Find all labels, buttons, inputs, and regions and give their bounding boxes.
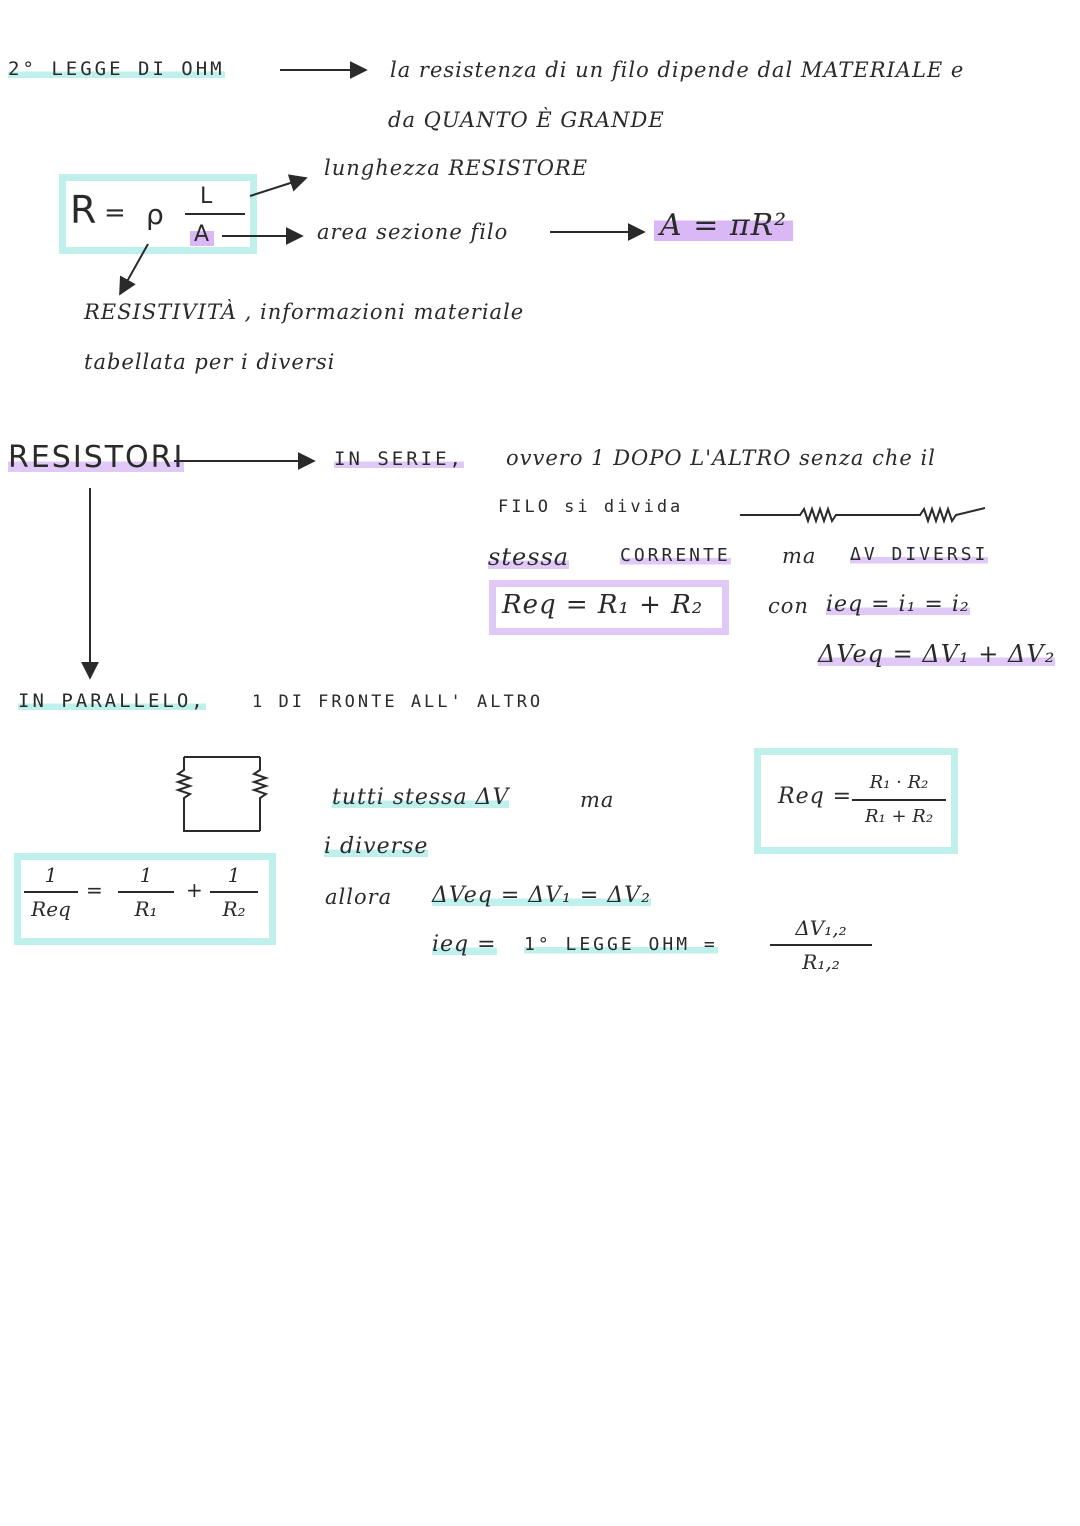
dv-different-label: ΔV DIVERSI (850, 544, 989, 565)
parallel-current-label: ieq = (432, 932, 497, 957)
area-formula: A = πR² (654, 208, 793, 243)
formula-L: L (200, 184, 214, 209)
series-description-line2: FILO si divida (498, 497, 684, 517)
current-label: CORRENTE (620, 545, 731, 566)
ohm2-description-line2: da QUANTO È GRANDE (388, 108, 665, 132)
series-req-formula: Req = R₁ + R₂ (502, 590, 704, 620)
ohm2-title: 2° LEGGE DI OHM (8, 58, 225, 80)
series-description-line1: ovvero 1 DOPO L'ALTRO senza che il (506, 446, 936, 470)
parallel-description: 1 DI FRONTE ALL' ALTRO (252, 692, 544, 712)
but-label: ma (782, 544, 817, 568)
resistivity-line1: RESISTIVITÀ , informazioni materiale (84, 300, 525, 324)
first-ohm-law-label: 1° LEGGE OHM = (524, 934, 718, 955)
ohm2-description-line1: la resistenza di un filo dipende dal MATERIALE e (390, 58, 965, 82)
same-voltage-label: tutti stessa ΔV (332, 785, 510, 810)
resistivity-line2: tabellata per i diversi (84, 350, 336, 374)
ohm-fraction-denominator: R₁,₂ (802, 950, 840, 974)
product-denominator: R₁ + R₂ (864, 806, 934, 827)
product-req-label: Req = (778, 784, 853, 809)
series-heading: IN SERIE, (334, 448, 464, 470)
length-label: lunghezza RESISTORE (324, 156, 589, 180)
inverse-plus: + (186, 878, 204, 902)
inverse-r1-numerator: 1 (139, 863, 153, 887)
resistivity-arrow (120, 244, 148, 294)
series-voltage-equation: ΔVeq = ΔV₁ + ΔV₂ (818, 640, 1056, 668)
ohm-fraction-numerator: ΔV₁,₂ (795, 916, 847, 940)
inverse-req-denominator: Req (31, 897, 71, 921)
formula-A: A (190, 222, 214, 247)
but-label-2: ma (580, 788, 615, 812)
series-resistor-symbol (740, 508, 985, 521)
formula-R: R (70, 188, 98, 232)
then-label: allora (325, 885, 393, 909)
inverse-r1-denominator: R₁ (134, 897, 158, 921)
parallel-voltage-equation: ΔVeq = ΔV₁ = ΔV₂ (432, 883, 651, 908)
product-numerator: R₁ · R₂ (869, 772, 929, 793)
same-label: stessa (488, 543, 570, 571)
parallel-heading: IN PARALLELO, (18, 690, 206, 712)
formula-equals: = (104, 198, 127, 228)
inverse-r2-denominator: R₂ (222, 897, 246, 921)
resistori-title: RESISTORI (8, 440, 185, 475)
inverse-r2-numerator: 1 (227, 863, 241, 887)
inverse-equals: = (86, 878, 104, 902)
formula-rho: ρ (146, 198, 165, 231)
area-label: area sezione filo (317, 220, 509, 244)
with-label: con (768, 594, 809, 618)
series-current-equation: ieq = i₁ = i₂ (826, 592, 970, 617)
different-current-label: i diverse (324, 834, 429, 859)
inverse-req-numerator: 1 (44, 863, 58, 887)
parallel-circuit-symbol (178, 757, 266, 831)
length-arrow (250, 178, 306, 196)
